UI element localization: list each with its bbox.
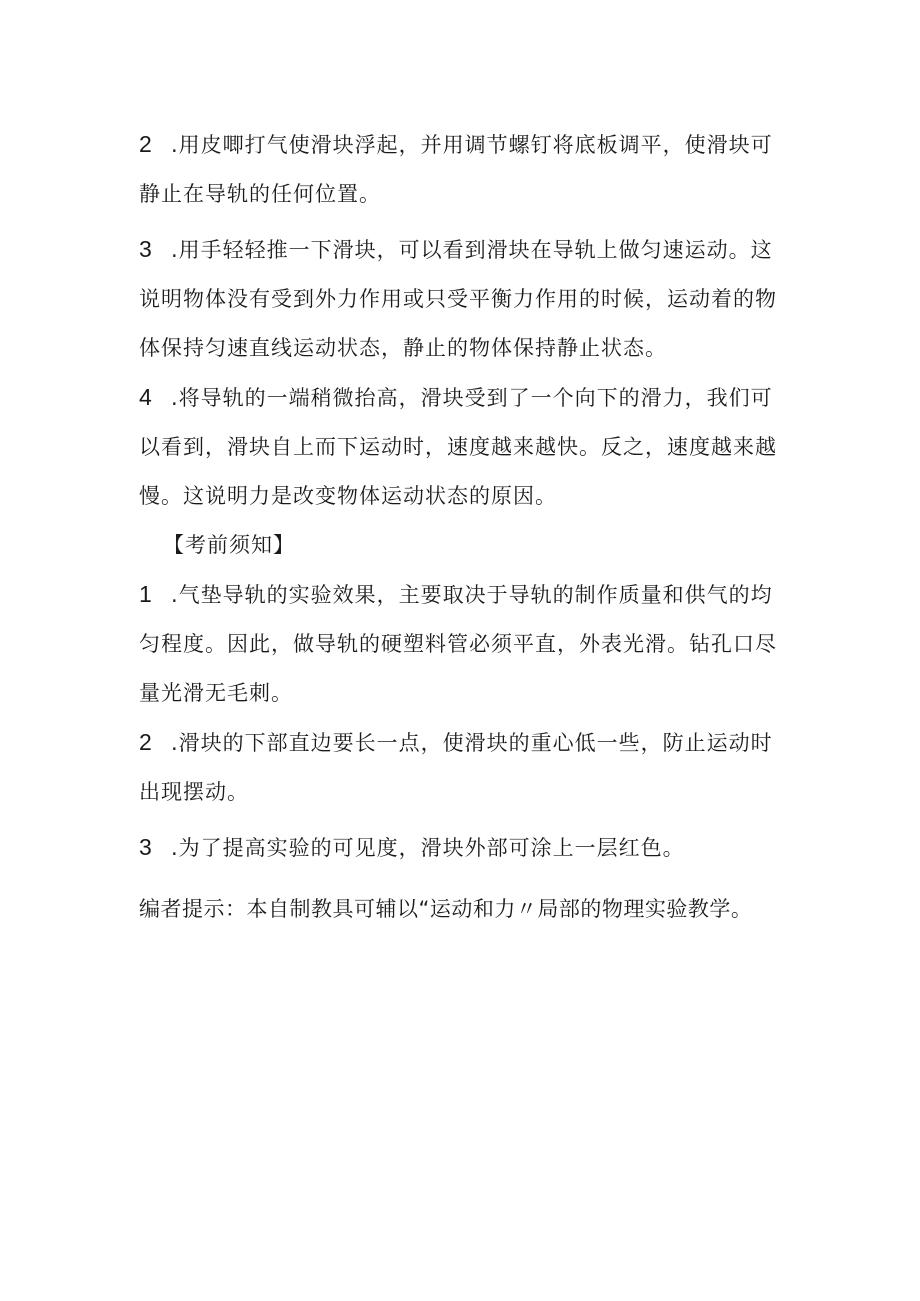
step-text: .用皮唧打气使滑块浮起，并用调节螺钉将底板调平，使滑块可静止在导轨的任何位置。 bbox=[139, 133, 773, 206]
document-page bbox=[139, 120, 789, 934]
step-text: .将导轨的一端稍微抬高，滑块受到了一个向下的滑力，我们可以看到，滑块自上而下运动时，速度越来越快。反之，速度越来越慢。这说明力是改变物体运动状态的原因。 bbox=[139, 386, 777, 508]
step-text: .用手轻轻推一下滑块，可以看到滑块在导轨上做匀速运动。这说明物体没有受到外力作用或只受平衡力作用的时候，运动着的物体保持匀速直线运动状态，静止的物体保持静止状态。 bbox=[139, 238, 777, 360]
step-number: 4 bbox=[139, 384, 153, 410]
notice-text: .滑块的下部直边要长一点，使滑块的重心低一些，防止运动时出现摆动。 bbox=[139, 731, 773, 804]
editor-note: 编者提示：本自制教具可辅以“运动和力〃局部的物理实验教学。 bbox=[139, 897, 753, 921]
notice-number: 1 bbox=[139, 581, 153, 607]
notice-item-1 bbox=[139, 570, 789, 718]
step-number: 3 bbox=[139, 236, 153, 262]
notice-item-2 bbox=[139, 718, 789, 817]
step-number: 2 bbox=[139, 131, 153, 157]
step-2-paragraph bbox=[139, 120, 789, 219]
notice-item-3 bbox=[139, 823, 789, 873]
step-3-paragraph bbox=[139, 225, 789, 373]
step-4-paragraph bbox=[139, 373, 789, 521]
notice-text: .气垫导轨的实验效果，主要取决于导轨的制作质量和供气的均匀程度。因此，做导轨的硬塑料管必须平直，外表光滑。钻孔口尽量光滑无毛刺。 bbox=[139, 583, 777, 705]
notice-heading: 【考前须知】 bbox=[163, 533, 295, 557]
notice-number: 3 bbox=[139, 834, 153, 860]
notice-text: .为了提高实验的可见度，滑块外部可涂上一层红色。 bbox=[171, 836, 685, 860]
notice-number: 2 bbox=[139, 729, 153, 755]
